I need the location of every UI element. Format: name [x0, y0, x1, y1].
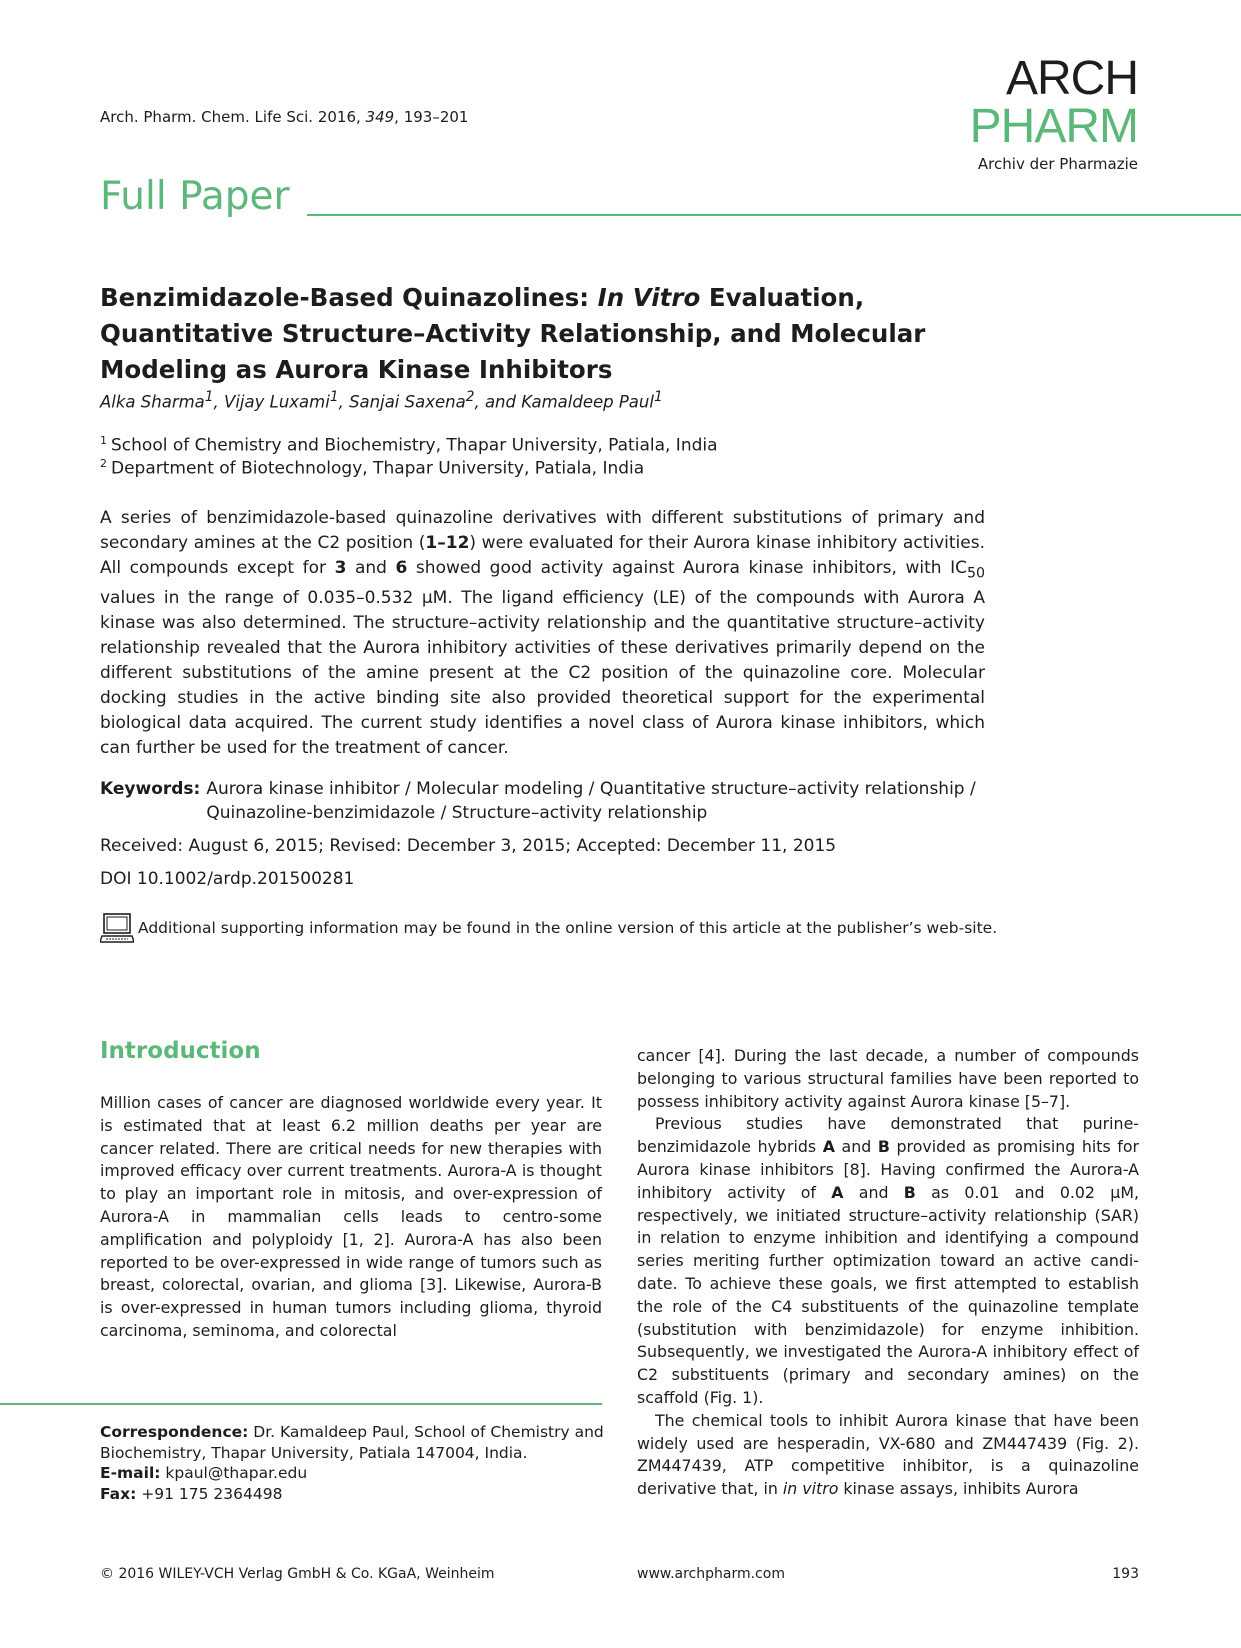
author-affiliation-mark: 1 [653, 389, 663, 405]
journal-reference [100, 108, 468, 126]
journal-ref-text: Arch. Pharm. Chem. Life Sci. 2016, [100, 108, 366, 126]
introduction-heading: Introduction [100, 1038, 261, 1064]
fax-number: +91 175 2364498 [136, 1484, 283, 1503]
author-name: Alka Sharma [100, 392, 205, 412]
correspondence-rule [0, 1403, 602, 1405]
keywords-line: Quinazoline-benzimidazole / Structure–activity relationship [206, 803, 708, 823]
correspondence-label: Correspondence: [100, 1423, 249, 1441]
affiliation-number: 2 [100, 457, 107, 470]
keywords-label: Keywords: [100, 779, 201, 799]
supporting-info [100, 912, 997, 944]
author-affiliation-mark: 1 [329, 389, 339, 405]
paragraph: Million cases of cancer are diagnosed worldwide every year. It is estimated that at least 6.2 million deaths per year are cancer related. There are critical needs for new therapies with improved efficacy over current treatments. Aurora-A is thought to play an important role in mitosis, and over-expression of Aurora-A in mammalian cells leads to centro-some amplification and polyploidy [1, 2]. Aurora-A has also been reported to be over-expressed in wide range of tumors such as breast, colorectal, ovarian, and glioma [3]. Likewise, Aurora-B is over-expressed in human tumors including glioma, thyroid carcinoma, seminoma, and colorectal [100, 1093, 602, 1340]
compound-ref: B [903, 1182, 916, 1202]
intro-left-column [100, 1092, 602, 1343]
title-italic: In Vitro [597, 283, 701, 312]
journal-volume: 349 [365, 108, 395, 126]
logo-subtitle: Archiv der Pharmazie [977, 155, 1138, 173]
abstract-text: and [346, 558, 396, 578]
compound-ref: B [877, 1137, 890, 1157]
author-list [100, 389, 663, 412]
affiliation-text: Department of Biotechnology, Thapar University, Patiala, India [111, 458, 645, 479]
abstract-text: showed good activity against Aurora kinase inhibitors, with IC [407, 558, 967, 578]
compound-ref: 6 [395, 558, 408, 578]
text: as 0.01 and 0.02 μM, respectively, we initiated structure–activity relationship (SAR) in relation to enzyme inhibition and identifying a compound series meriting further optimization toward an active candi-date. To achieve these goals, we first attempted to establish the role of the C4 substituents of the quinazoline template (substitution with benzimidazole) for enzyme inhibition. Subsequently, we investigated the Aurora-A inhibitory effect of C2 substituents (primary and secondary amines) on the scaffold (Fig. 1). [637, 1182, 1139, 1407]
text: and [834, 1137, 878, 1157]
article-dates: Received: August 6, 2015; Revised: December 3, 2015; Accepted: December 11, 2015 [100, 836, 837, 856]
affiliation-2 [100, 457, 644, 479]
text: The chemical tools to inhibit Aurora kinase that have been widely used are hesperadin, VX-680 and ZM447439 (Fig. 2). ZM447439, ATP competitive inhibitor, is a quinazoline derivative that, in [637, 1410, 1139, 1499]
supporting-info-text: Additional supporting information may be found in the online version of this article at the publisher’s web-site. [138, 919, 998, 937]
author-separator: , [338, 392, 350, 412]
correspondence [100, 1422, 605, 1504]
abstract-text: values in the range of 0.035–0.532 μM. The ligand efficiency (LE) of the compounds with Aurora A kinase was also determined. The structure–activity relationship and the quantitative structure–activity relationship revealed that the Aurora inhibitory activities of these derivatives primarily depend on the different substitutions of the amine present at the C2 position of the quinazoline core. Molecular docking studies in the active binding site also provided theoretical support for the experimental biological data acquired. The current study identifies a novel class of Aurora kinase inhibitors, which can further be used for the treatment of cancer. [100, 588, 985, 759]
paragraph [637, 1113, 1139, 1409]
footer-copyright: © 2016 WILEY-VCH Verlag GmbH & Co. KGaA, Weinheim [100, 1566, 495, 1582]
author-name: Vijay Luxami [224, 392, 330, 412]
email-label: E-mail: [100, 1464, 161, 1482]
text: provided as promising hits for Aurora kinase inhibitors [8]. Having confirmed the Aurora-A inhibitory activity of [637, 1137, 1139, 1202]
abstract-text: ) were evaluated for their Aurora kinase inhibitory activities. All compounds except for [100, 533, 985, 578]
author-affiliation-mark: 1 [204, 389, 214, 405]
section-rule [307, 214, 1241, 216]
compound-ref: A [831, 1182, 844, 1202]
italic-text: in vitro [782, 1479, 839, 1499]
author-name: Kamaldeep Paul [521, 392, 654, 412]
journal-logo [836, 52, 1138, 173]
subscript: 50 [966, 565, 985, 582]
keywords-line: Aurora kinase inhibitor / Molecular modeling / Quantitative structure–activity relationship / [206, 779, 976, 799]
title-part1: Benzimidazole-Based Quinazolines: [100, 283, 598, 312]
doi: DOI 10.1002/ardp.201500281 [100, 869, 355, 889]
text: and [843, 1182, 904, 1202]
article-title [100, 280, 980, 388]
correspondence-text: Dr. Kamaldeep Paul, School of Chemistry and Biochemistry, Thapar University, Patiala 147004, India. [100, 1423, 604, 1462]
fax-label: Fax: [100, 1484, 137, 1503]
keywords [100, 777, 1040, 825]
footer-website[interactable]: www.archpharm.com [637, 1566, 785, 1582]
text: kinase assays, inhibits Aurora [838, 1479, 1079, 1499]
author-affiliation-mark: 2 [465, 389, 475, 405]
abstract [100, 506, 985, 761]
title-part2: Evaluation, Quantitative Structure–Activity Relationship, and Molecular Modeling as Aurora Kinase Inhibitors [100, 283, 926, 384]
email-link[interactable]: kpaul@thapar.edu [160, 1464, 308, 1482]
affiliation-text: School of Chemistry and Biochemistry, Thapar University, Patiala, India [111, 435, 718, 456]
paragraph [637, 1410, 1139, 1501]
abstract-text: A series of benzimidazole-based quinazoline derivatives with different substitutions of primary and secondary amines at the C2 position ( [100, 508, 985, 553]
section-label: Full Paper [100, 174, 290, 219]
affiliation-1 [100, 434, 718, 456]
author-name: Sanjai Saxena [349, 392, 466, 412]
compound-ref: 1–12 [425, 533, 470, 553]
logo-pharm: PHARM [969, 100, 1138, 153]
compound-ref: 3 [334, 558, 347, 578]
author-separator: , [213, 392, 225, 412]
affiliation-number: 1 [100, 434, 107, 447]
page-number: 193 [1112, 1566, 1139, 1582]
computer-icon [100, 912, 134, 944]
intro-right-column [637, 1045, 1139, 1501]
logo-arch: ARCH [1005, 52, 1138, 105]
text: Previous studies have demonstrated that purine-benzimidazole hybrids [637, 1114, 1139, 1157]
author-separator: , and [474, 392, 522, 412]
journal-pages: , 193–201 [394, 108, 469, 126]
paragraph: cancer [4]. During the last decade, a number of compounds belonging to various structural families have been reported to possess inhibitory activity against Aurora kinase [5–7]. [637, 1046, 1139, 1111]
compound-ref: A [822, 1137, 835, 1157]
